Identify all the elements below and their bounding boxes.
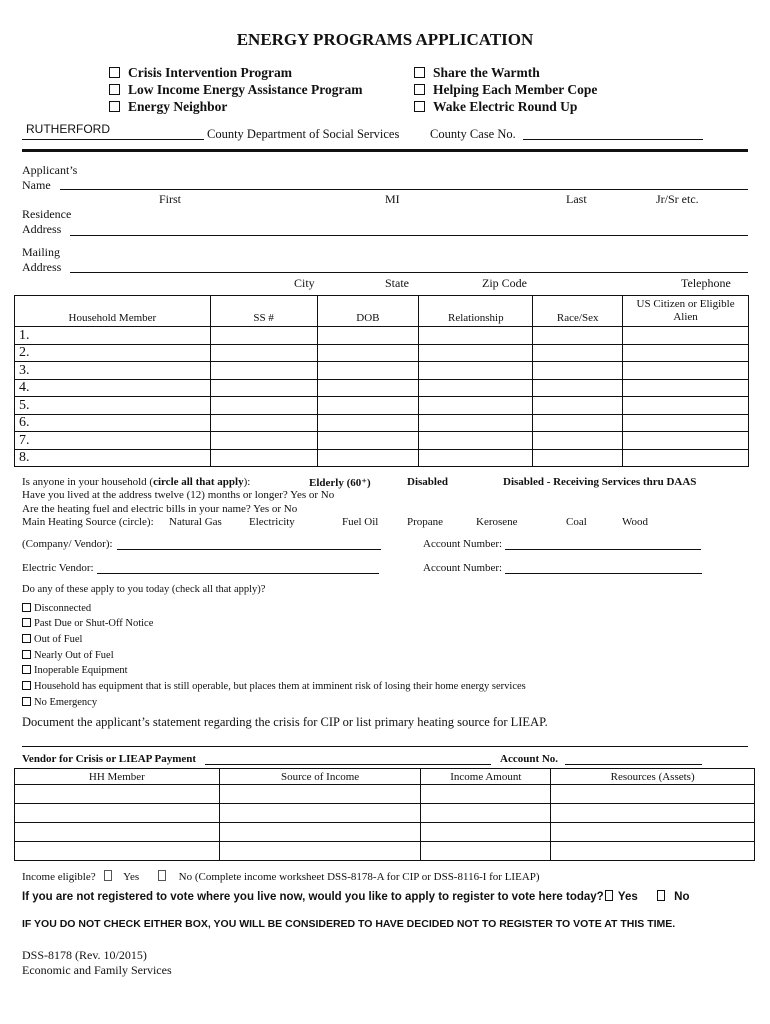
heating-coal[interactable]: Coal	[566, 516, 587, 528]
row-number: 7.	[15, 432, 211, 450]
relationship-header: Relationship	[419, 296, 533, 327]
program-lieap[interactable]: Low Income Energy Assistance Program	[109, 82, 362, 98]
suffix-label: Jr/Sr etc.	[656, 192, 699, 206]
table-row[interactable]	[15, 432, 749, 450]
lived-question[interactable]: Have you lived at the address twelve (12) months or longer? Yes or No	[22, 489, 335, 501]
applicant-name-field[interactable]	[60, 189, 748, 190]
household-table	[14, 295, 749, 467]
income-amount-header: Income Amount	[421, 769, 551, 785]
checkbox[interactable]	[414, 101, 425, 112]
electric-account-field[interactable]	[505, 573, 702, 574]
heating-natural-gas[interactable]: Natural Gas	[169, 516, 222, 528]
voter-notice: IF YOU DO NOT CHECK EITHER BOX, YOU WILL BE CONSIDERED TO HAVE DECIDED NOT TO REGISTER TO VOTE AT THIS TIME.	[22, 918, 676, 930]
heating-wood[interactable]: Wood	[622, 516, 649, 528]
heating-electricity[interactable]: Electricity	[249, 516, 295, 528]
program-wake-electric[interactable]: Wake Electric Round Up	[414, 99, 577, 115]
crisis-disconnected[interactable]: Disconnected	[22, 603, 91, 614]
division-name: Economic and Family Services	[22, 963, 172, 977]
row-number: 8.	[15, 449, 211, 467]
county-department-label: County Department of Social Services	[207, 127, 400, 141]
checkbox[interactable]	[22, 681, 31, 690]
county-underline	[22, 139, 204, 140]
table-row[interactable]	[15, 785, 755, 804]
row-number: 2.	[15, 344, 211, 362]
state-label: State	[385, 276, 409, 290]
county-case-field[interactable]	[523, 139, 703, 140]
payment-account-label: Account No.	[500, 753, 559, 765]
checkbox[interactable]	[22, 618, 31, 627]
household-circle-question: Is anyone in your household (circle all that apply):	[22, 476, 251, 488]
option-disabled[interactable]: Disabled	[407, 476, 448, 488]
table-row[interactable]	[15, 804, 755, 823]
income-eligible-no-checkbox[interactable]	[158, 870, 166, 881]
voter-registration-question: If you are not registered to vote where you live now, would you like to apply to register to vote here today? Yes No	[22, 891, 690, 903]
crisis-no-emergency[interactable]: No Emergency	[22, 697, 97, 708]
citizen-header: US Citizen or Eligible Alien	[623, 296, 749, 327]
vote-no-label: No	[674, 891, 690, 903]
dob-header: DOB	[317, 296, 419, 327]
vendor-payment-label: Vendor for Crisis or LIEAP Payment	[22, 753, 197, 765]
income-table	[14, 768, 755, 861]
resources-header: Resources (Assets)	[551, 769, 755, 785]
checkbox[interactable]	[414, 84, 425, 95]
row-number: 4.	[15, 379, 211, 397]
crisis-statement-field[interactable]	[22, 746, 748, 747]
company-account-field[interactable]	[505, 549, 701, 550]
mi-label: MI	[385, 192, 400, 206]
program-crisis-intervention[interactable]: Crisis Intervention Program	[109, 65, 292, 81]
income-eligible-no-label: No (Complete income worksheet DSS-8178-A for CIP or DSS-8116-I for LIEAP)	[178, 871, 540, 883]
payment-account-field[interactable]	[565, 764, 702, 765]
company-vendor-label: (Company/ Vendor):	[22, 538, 113, 550]
option-elderly[interactable]: Elderly (60⁺)	[309, 477, 371, 489]
household-member-header: Household Member	[15, 296, 211, 327]
checkbox[interactable]	[109, 101, 120, 112]
county-value[interactable]: RUTHERFORD	[26, 122, 110, 136]
income-eligible-label: Income eligible?	[22, 871, 96, 883]
zip-label: Zip Code	[482, 276, 527, 290]
income-eligible-yes-label: Yes	[123, 871, 140, 883]
income-eligible-row	[22, 870, 540, 883]
ssn-header: SS #	[210, 296, 317, 327]
section-divider	[22, 149, 748, 152]
mailing-address-field[interactable]	[70, 272, 748, 273]
vendor-payment-field[interactable]	[205, 764, 491, 765]
page-title: ENERGY PROGRAMS APPLICATION	[236, 30, 534, 49]
crisis-document-instruction: Document the applicant’s statement regarding the crisis for CIP or list primary heating source for LIEAP.	[22, 715, 548, 729]
option-disabled-daas[interactable]: Disabled - Receiving Services thru DAAS	[503, 476, 697, 488]
applicant-name-label-1: Applicant’s	[22, 163, 78, 177]
electric-vendor-label: Electric Vendor:	[22, 562, 94, 574]
company-account-label: Account Number:	[423, 538, 503, 550]
program-helping-each-member-cope[interactable]: Helping Each Member Cope	[414, 82, 597, 98]
table-row[interactable]	[15, 842, 755, 861]
row-number: 3.	[15, 362, 211, 380]
checkbox[interactable]	[109, 67, 120, 78]
residence-label-1: Residence	[22, 207, 72, 221]
source-of-income-header: Source of Income	[219, 769, 421, 785]
vote-no-checkbox[interactable]	[657, 890, 665, 901]
race-sex-header: Race/Sex	[533, 296, 623, 327]
mailing-label-2: Address	[22, 260, 62, 274]
checkbox[interactable]	[22, 665, 31, 674]
income-eligible-yes-checkbox[interactable]	[104, 870, 112, 881]
electric-vendor-field[interactable]	[97, 573, 379, 574]
table-row[interactable]	[15, 397, 749, 415]
table-row[interactable]	[15, 823, 755, 842]
row-number: 1.	[15, 327, 211, 345]
residence-label-2: Address	[22, 222, 62, 236]
electric-account-label: Account Number:	[423, 562, 503, 574]
table-row[interactable]	[15, 379, 749, 397]
checkbox[interactable]	[22, 603, 31, 612]
crisis-prompt: Do any of these apply to you today (check all that apply)?	[22, 584, 266, 595]
company-vendor-field[interactable]	[117, 549, 381, 550]
heating-fuel-oil[interactable]: Fuel Oil	[342, 516, 379, 528]
telephone-label: Telephone	[681, 276, 731, 290]
applicant-name-label-2: Name	[22, 178, 51, 192]
crisis-inoperable[interactable]: Inoperable Equipment	[22, 665, 128, 676]
household-header-row	[15, 296, 749, 327]
program-share-the-warmth[interactable]: Share the Warmth	[414, 65, 540, 81]
last-label: Last	[566, 192, 587, 206]
heating-source-label: Main Heating Source (circle):	[22, 516, 154, 528]
crisis-past-due[interactable]: Past Due or Shut-Off Notice	[22, 618, 153, 629]
vote-yes-label: Yes	[617, 891, 638, 903]
county-case-label: County Case No.	[430, 127, 516, 141]
first-label: First	[159, 192, 182, 206]
income-header-row	[15, 769, 755, 785]
city-label: City	[294, 276, 315, 290]
vote-yes-checkbox[interactable]	[605, 890, 613, 901]
table-row[interactable]	[15, 362, 749, 380]
crisis-nearly-out[interactable]: Nearly Out of Fuel	[22, 650, 114, 661]
checkbox[interactable]	[22, 697, 31, 706]
heating-propane[interactable]: Propane	[407, 516, 444, 528]
table-row[interactable]	[15, 327, 749, 345]
heating-kerosene[interactable]: Kerosene	[476, 516, 518, 528]
checkbox[interactable]	[22, 634, 31, 643]
table-row[interactable]	[15, 449, 749, 467]
crisis-imminent-risk[interactable]: Household has equipment that is still operable, but places them at imminent risk of losing their home energy services	[22, 681, 526, 692]
form-number: DSS-8178 (Rev. 10/2015)	[22, 948, 147, 962]
row-number: 5.	[15, 397, 211, 415]
checkbox[interactable]	[109, 84, 120, 95]
hh-member-header: HH Member	[15, 769, 220, 785]
row-number: 6.	[15, 414, 211, 432]
table-row[interactable]	[15, 344, 749, 362]
bills-question[interactable]: Are the heating fuel and electric bills in your name? Yes or No	[22, 503, 298, 515]
program-energy-neighbor[interactable]: Energy Neighbor	[109, 99, 227, 115]
crisis-out-of-fuel[interactable]: Out of Fuel	[22, 634, 82, 645]
mailing-label-1: Mailing	[22, 245, 60, 259]
residence-address-field[interactable]	[70, 235, 748, 236]
table-row[interactable]	[15, 414, 749, 432]
checkbox[interactable]	[414, 67, 425, 78]
checkbox[interactable]	[22, 650, 31, 659]
